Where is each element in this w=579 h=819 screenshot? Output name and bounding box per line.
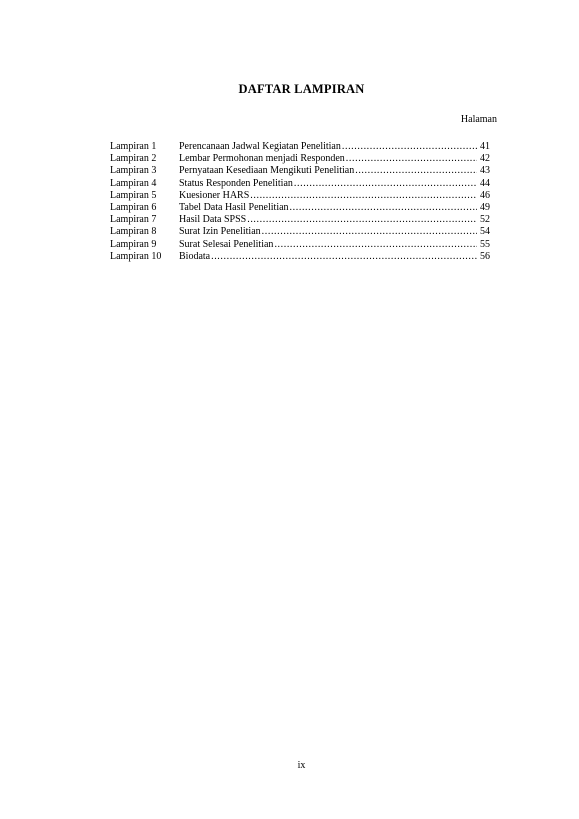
dot-leader [247, 214, 477, 226]
appendix-title: Lembar Permohonan menjadi Responden [179, 153, 345, 165]
appendix-label: Lampiran 3 [110, 165, 157, 177]
appendix-page: 56 [480, 250, 490, 262]
appendix-entry [110, 202, 490, 214]
appendix-label: Lampiran 8 [110, 226, 157, 238]
appendix-title: Surat Selesai Penelitian [179, 238, 274, 250]
page-title: DAFTAR LAMPIRAN [238, 82, 365, 96]
appendix-list [110, 141, 490, 263]
dot-leader [346, 153, 477, 165]
appendix-page: 55 [480, 238, 490, 250]
appendix-entry [110, 178, 490, 190]
appendix-page: 49 [480, 201, 490, 213]
appendix-entry [110, 190, 490, 202]
appendix-entry [110, 226, 490, 238]
appendix-title: Hasil Data SPSS [179, 214, 247, 226]
appendix-page: 42 [480, 153, 490, 165]
dot-leader [262, 226, 477, 238]
appendix-entry [110, 165, 490, 177]
dot-leader [250, 190, 477, 202]
appendix-page: 44 [480, 177, 490, 189]
page-number: ix [297, 760, 306, 771]
appendix-title: Kuesioner HARS [179, 189, 250, 201]
appendix-label: Lampiran 4 [110, 177, 157, 189]
appendix-title: Biodata [179, 250, 211, 262]
dot-leader [294, 178, 477, 190]
dot-leader [342, 141, 477, 153]
appendix-title: Perencanaan Jadwal Kegiatan Penelitian [179, 141, 341, 152]
appendix-page: 52 [480, 214, 490, 226]
appendix-title: Pernyataan Kesediaan Mengikuti Penelitian [179, 165, 355, 177]
appendix-page: 46 [480, 189, 490, 201]
dot-leader [274, 239, 477, 251]
appendix-title: Status Responden Penelitian [179, 177, 293, 189]
dot-leader [211, 251, 477, 263]
appendix-title: Tabel Data Hasil Penelitian [179, 201, 289, 213]
appendix-label: Lampiran 9 [110, 238, 157, 250]
dot-leader [290, 202, 477, 214]
appendix-label: Lampiran 5 [110, 189, 157, 201]
appendix-title: Surat Izin Penelitian [179, 226, 261, 238]
appendix-label: Lampiran 10 [110, 250, 162, 262]
page-column-header: Halaman [460, 114, 497, 125]
appendix-label: Lampiran 2 [110, 153, 157, 165]
appendix-entry [110, 153, 490, 165]
appendix-page: 41 [480, 141, 490, 152]
appendix-entry [110, 141, 490, 153]
dot-leader [355, 165, 477, 177]
appendix-entry [110, 251, 490, 263]
appendix-page: 54 [480, 226, 490, 238]
appendix-label: Lampiran 7 [110, 214, 157, 226]
appendix-entry [110, 239, 490, 251]
appendix-page: 43 [480, 165, 490, 177]
appendix-label: Lampiran 6 [110, 201, 157, 213]
appendix-entry [110, 214, 490, 226]
appendix-label: Lampiran 1 [110, 141, 157, 152]
